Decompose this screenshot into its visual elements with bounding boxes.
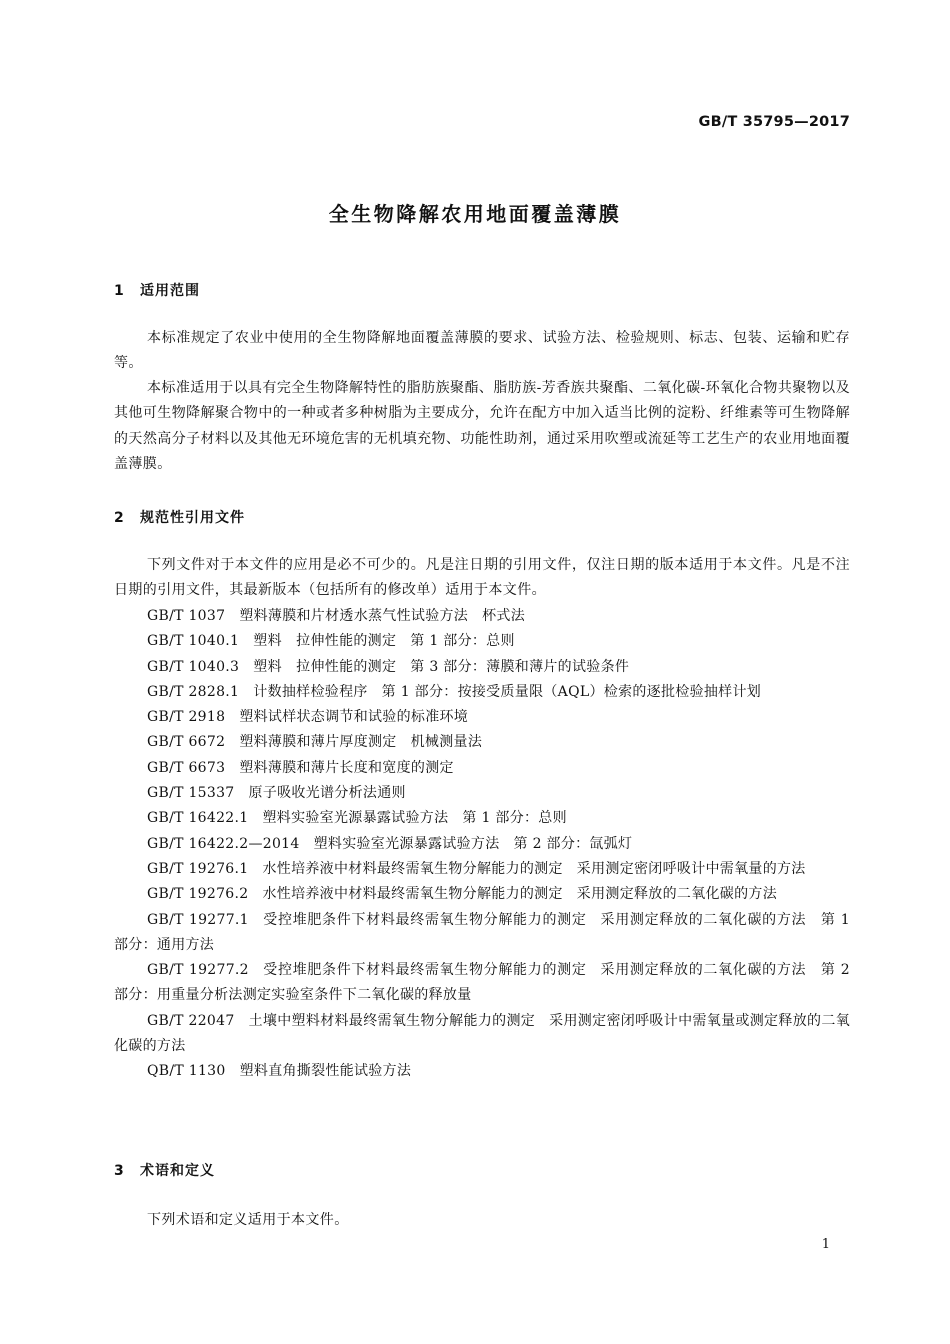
section-1-paragraph-1: 本标准规定了农业中使用的全生物降解地面覆盖薄膜的要求、试验方法、检验规则、标志、包装、运输和贮存等。	[114, 330, 850, 372]
section-heading-1	[114, 280, 200, 300]
reference-item	[114, 806, 850, 831]
reference-part: 采用测定释放的二氧化碳的方法 第 1 部分：通用方法	[114, 911, 850, 953]
reference-title: 塑料 拉伸性能的测定	[253, 658, 397, 675]
reference-part: 采用测定释放的二氧化碳的方法 第 2 部分：用重量分析法测定实验室条件下二氧化碳的释放量	[114, 962, 850, 1004]
section-heading-2	[114, 507, 245, 527]
reference-code: GB/T 6673	[147, 759, 226, 776]
reference-item	[114, 1009, 850, 1060]
section-1-paragraph-2: 本标准适用于以具有完全生物降解特性的脂肪族聚酯、脂肪族-芳香族共聚酯、二氧化碳-环氧化合物共聚物以及其他可生物降解聚合物中的一种或者多种树脂为主要成分，允许在配方中加入适当比例的淀粉、纤维素等可生物降解的天然高分子材料以及其他无环境危害的无机填充物、功能性助剂，通过采用吹塑或流延等工艺生产的农业用地面覆盖薄膜。	[114, 380, 850, 472]
reference-title: 塑料直角撕裂性能试验方法	[239, 1063, 412, 1080]
section-number: 2	[114, 510, 125, 526]
reference-item	[114, 629, 850, 654]
reference-title: 受控堆肥条件下材料最终需氧生物分解能力的测定	[262, 962, 587, 979]
section-title: 适用范围	[140, 283, 200, 299]
reference-part: 机械测量法	[410, 734, 483, 751]
section-heading-3	[114, 1160, 215, 1180]
reference-part: 第 1 部分：按接受质量限（AQL）检索的逐批检验抽样计划	[381, 683, 762, 700]
reference-item	[114, 958, 850, 1009]
reference-code: GB/T 2918	[147, 709, 226, 726]
reference-item	[114, 756, 850, 781]
document-title: 全生物降解农用地面覆盖薄膜	[328, 202, 622, 226]
reference-item	[114, 680, 850, 705]
reference-part: 杯式法	[482, 608, 526, 624]
reference-item	[114, 832, 850, 857]
reference-code: GB/T 22047	[147, 1012, 235, 1029]
reference-title: 计数抽样检验程序	[253, 683, 368, 700]
reference-item	[114, 1059, 850, 1084]
reference-code: GB/T 2828.1	[147, 683, 240, 700]
section-title: 术语和定义	[140, 1163, 215, 1179]
reference-title: 塑料薄膜和片材透水蒸气性试验方法	[239, 608, 469, 624]
reference-title: 水性培养液中材料最终需氧生物分解能力的测定	[262, 860, 563, 877]
reference-item	[114, 908, 850, 959]
reference-code: GB/T 19277.1	[147, 911, 249, 928]
reference-code: GB/T 1040.3	[147, 658, 240, 675]
reference-part: 第 1 部分：总则	[462, 810, 567, 827]
reference-part: 第 1 部分：总则	[410, 633, 515, 650]
reference-code: GB/T 19276.1	[147, 860, 249, 877]
reference-code: GB/T 6672	[147, 734, 226, 751]
reference-title: 受控堆肥条件下材料最终需氧生物分解能力的测定	[262, 911, 587, 928]
reference-item	[114, 604, 850, 629]
reference-title: 塑料薄膜和薄片长度和宽度的测定	[239, 759, 454, 776]
reference-title: 塑料试样状态调节和试验的标准环境	[239, 709, 469, 726]
reference-item	[114, 857, 850, 882]
reference-part: 采用测定释放的二氧化碳的方法	[576, 886, 777, 903]
reference-code: QB/T 1130	[147, 1063, 226, 1080]
reference-item	[114, 730, 850, 755]
section-2-paragraph-1: 下列文件对于本文件的应用是必不可少的。凡是注日期的引用文件，仅注日期的版本适用于本文件。凡是不注日期的引用文件，其最新版本（包括所有的修改单）适用于本文件。	[114, 557, 850, 599]
reference-title: 水性培养液中材料最终需氧生物分解能力的测定	[262, 886, 563, 903]
reference-code: GB/T 19277.2	[147, 962, 249, 979]
reference-code: GB/T 19276.2	[147, 886, 249, 903]
reference-part: 第 3 部分：薄膜和薄片的试验条件	[410, 658, 630, 675]
page-number: 1	[821, 1237, 830, 1252]
reference-title: 塑料实验室光源暴露试验方法	[313, 835, 500, 852]
section-number: 3	[114, 1163, 125, 1179]
reference-title: 土壤中塑料材料最终需氧生物分解能力的测定	[248, 1012, 536, 1029]
reference-part: 采用测定密闭呼吸计中需氧量的方法	[576, 860, 806, 877]
reference-item	[114, 705, 850, 730]
reference-code: GB/T 1037	[147, 608, 226, 624]
reference-code: GB/T 16422.2—2014	[147, 835, 300, 852]
reference-title: 塑料实验室光源暴露试验方法	[262, 810, 449, 827]
reference-code: GB/T 16422.1	[147, 810, 249, 827]
normative-references-list	[114, 604, 850, 1085]
reference-item	[114, 781, 850, 806]
section-number: 1	[114, 283, 125, 299]
reference-title: 原子吸收光谱分析法通则	[248, 785, 406, 802]
reference-item	[114, 655, 850, 680]
reference-title: 塑料 拉伸性能的测定	[253, 633, 397, 650]
section-title: 规范性引用文件	[140, 510, 245, 526]
reference-code: GB/T 1040.1	[147, 633, 240, 650]
reference-part: 第 2 部分：氙弧灯	[513, 835, 633, 852]
reference-item	[114, 882, 850, 907]
reference-code: GB/T 15337	[147, 785, 235, 802]
standard-code: GB/T 35795—2017	[698, 114, 850, 130]
reference-part: 采用测定密闭呼吸计中需氧量或测定释放的二氧化碳的方法	[114, 1012, 850, 1055]
reference-title: 塑料薄膜和薄片厚度测定	[239, 734, 397, 751]
section-3-paragraph-1: 下列术语和定义适用于本文件。	[147, 1212, 349, 1228]
